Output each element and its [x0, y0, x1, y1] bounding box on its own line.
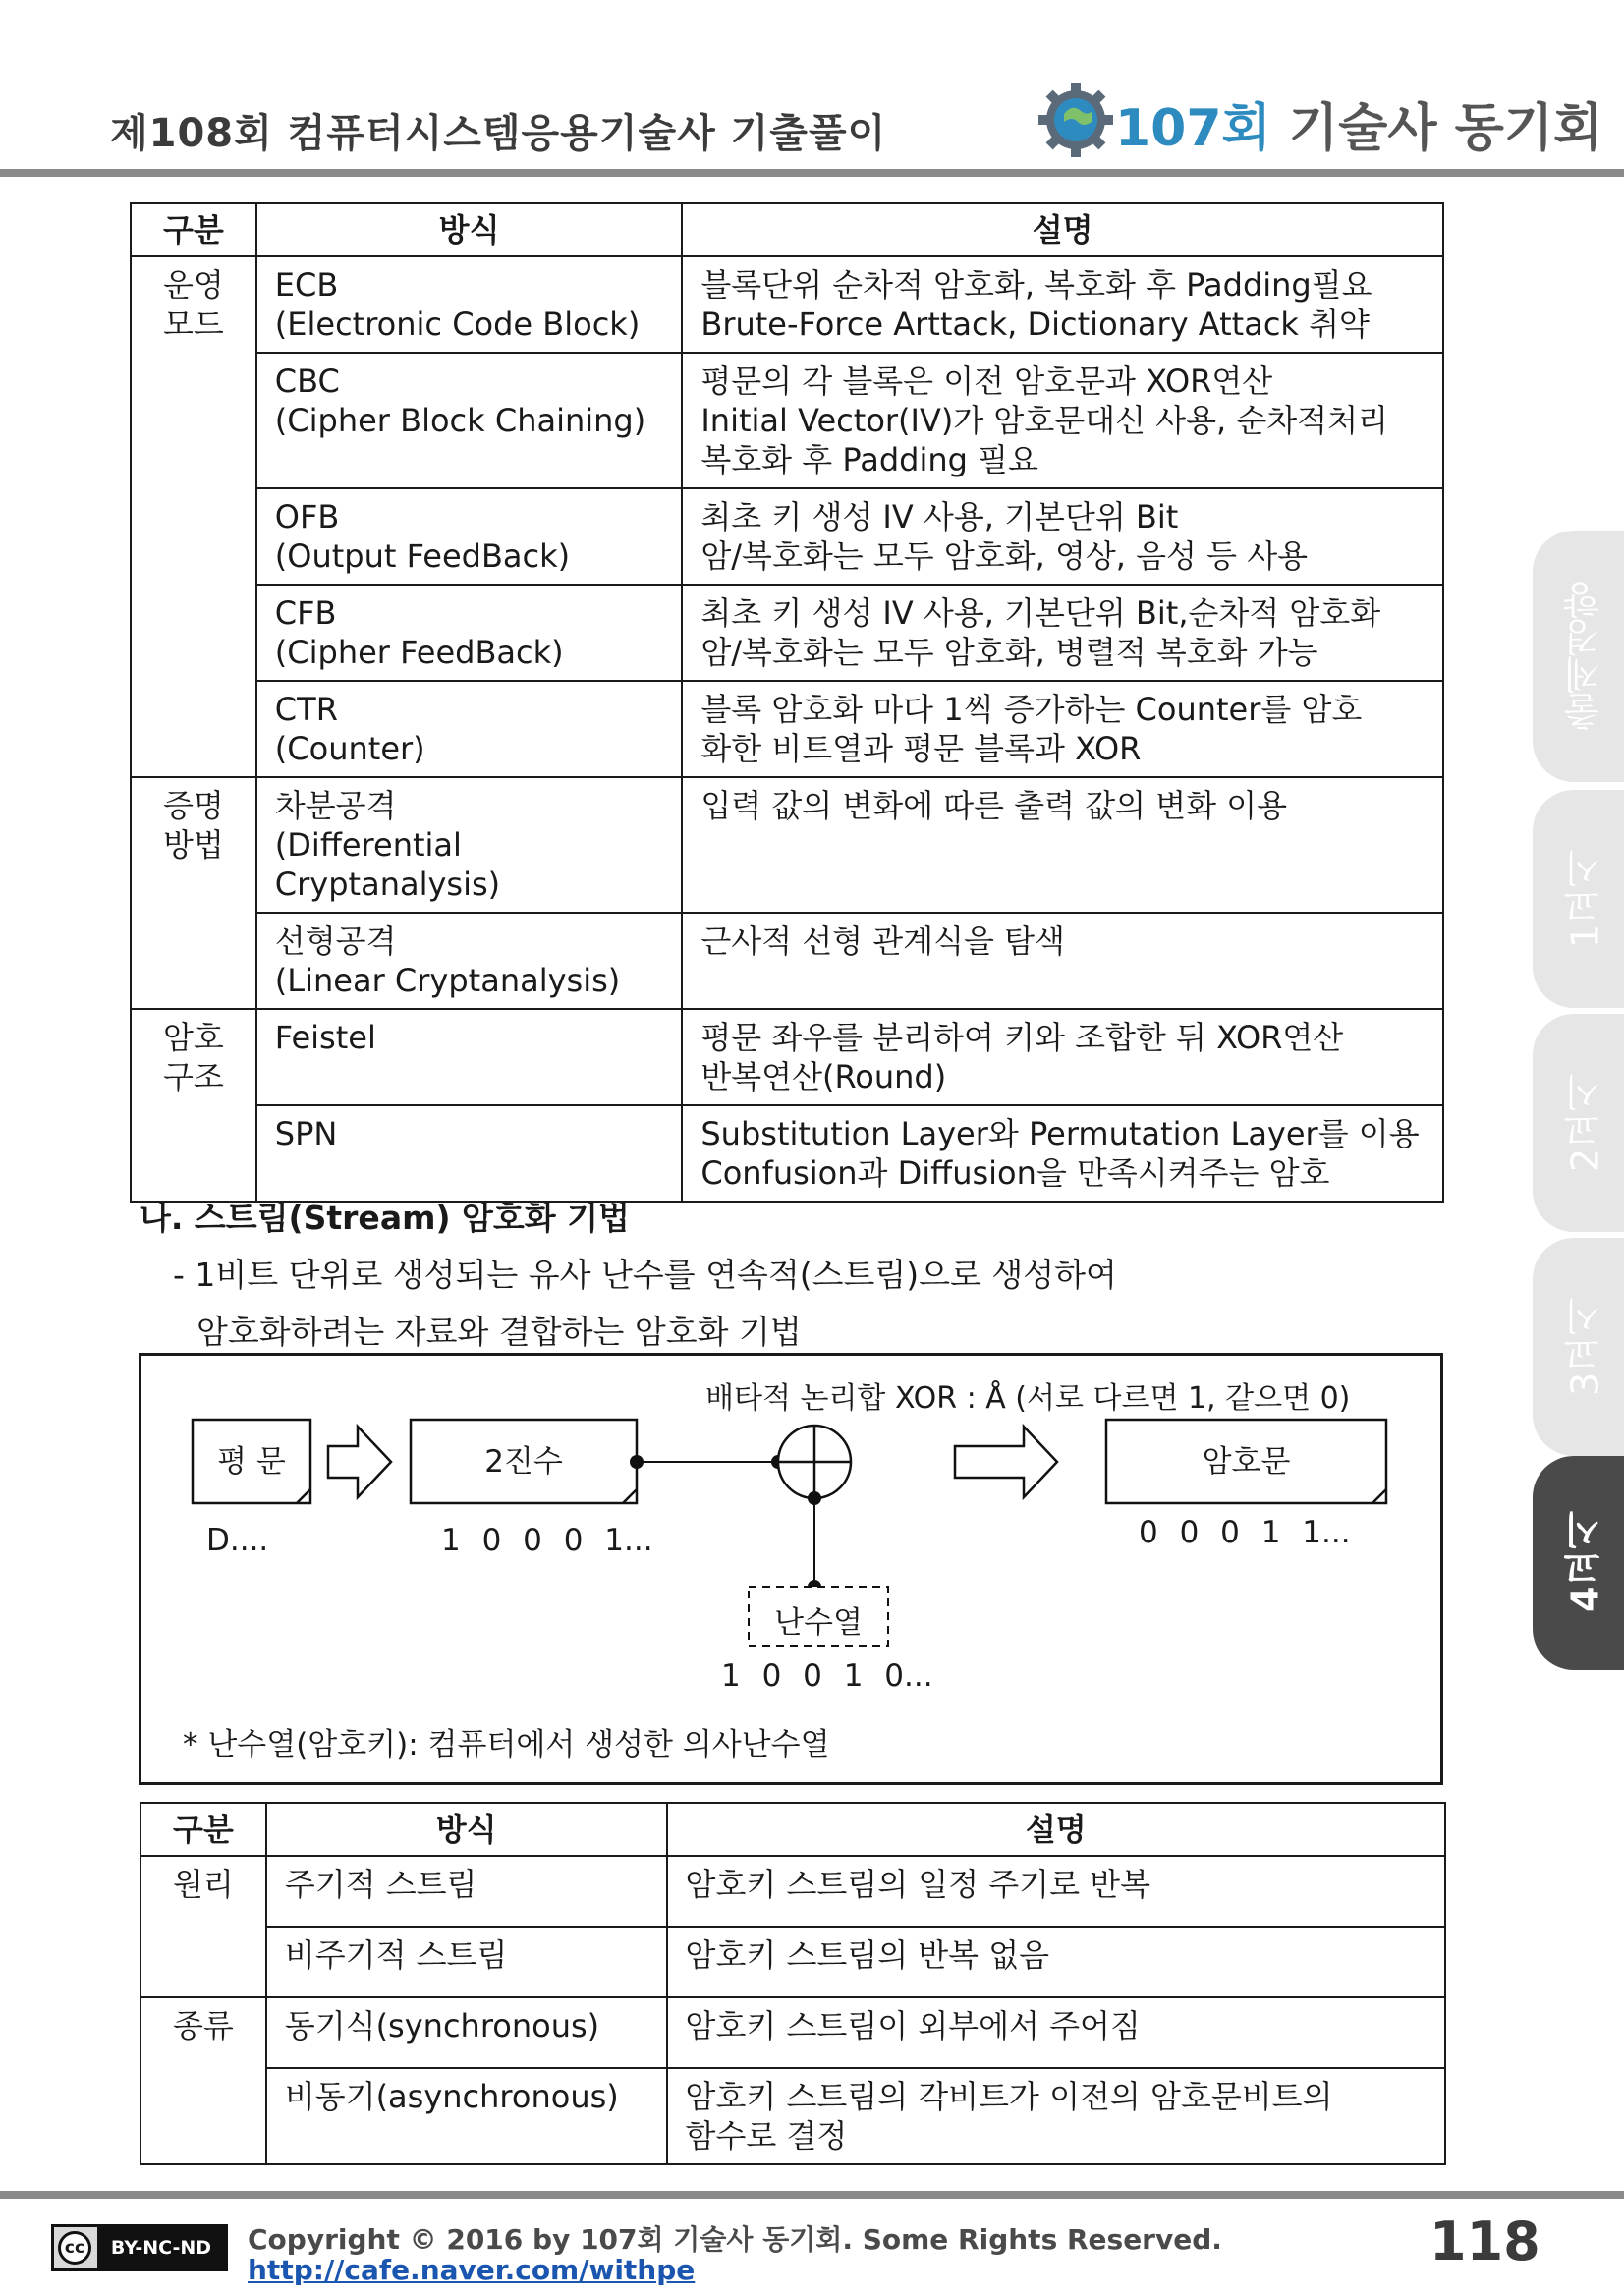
- method-cell: [256, 777, 683, 913]
- method-cell: [256, 488, 683, 585]
- table-row: [131, 1105, 1443, 1202]
- description-text: 암호키 스트림이 외부에서 주어짐: [685, 2007, 1141, 2044]
- page-number: 118: [1429, 2211, 1540, 2272]
- method-cell: [256, 353, 683, 488]
- plaintext-label: 평 문: [217, 1444, 286, 1480]
- method-text: OFB: [274, 498, 340, 535]
- description-text: 암/복호화는 모두 암호화, 영상, 음성 등 사용: [700, 537, 1309, 575]
- description-text: Confusion과 Diffusion을 만족시켜주는 암호: [700, 1154, 1330, 1192]
- method-cell: [256, 1105, 683, 1202]
- document-header-title: 제108회 컴퓨터시스템응용기술사 기출풀이: [110, 111, 887, 156]
- method-text: 비주기적 스트림: [284, 1936, 508, 1974]
- category-text: 방법: [162, 826, 224, 864]
- side-tab-period-3-label[interactable]: 3교시: [1563, 1297, 1607, 1397]
- category-text: 암호: [162, 1019, 224, 1056]
- method-text: CFB: [274, 594, 337, 632]
- method-text: 주기적 스트림: [284, 1866, 477, 1903]
- category-text: 구조: [162, 1058, 224, 1095]
- binary-label: 2진수: [484, 1444, 563, 1480]
- method-text: (Cipher Block Chaining): [274, 402, 646, 439]
- method-cell: [256, 585, 683, 681]
- method-text: (Linear Cryptanalysis): [274, 962, 621, 999]
- description-text: 블록 암호화 마다 1씩 증가하는 Counter를 암호: [700, 691, 1363, 728]
- side-tab-period-1-label[interactable]: 1교시: [1563, 849, 1607, 949]
- header-method: 방식: [266, 1803, 667, 1856]
- category-cell: [131, 1009, 256, 1202]
- ciphertext-value: 0 0 0 1 1...: [1139, 1515, 1351, 1550]
- section-description: 암호화하려는 자료와 결합하는 암호화 기법: [196, 1313, 802, 1351]
- header-description: 설명: [682, 203, 1443, 256]
- creative-commons-icon: cc: [58, 2231, 91, 2265]
- header-description: 설명: [667, 1803, 1445, 1856]
- description-text: 암호키 스트림의 일정 주기로 반복: [685, 1866, 1151, 1903]
- table-row: [131, 585, 1443, 681]
- diagram-graphics: [141, 1356, 1440, 1782]
- description-cell: [667, 1856, 1445, 1927]
- description-text: 최초 키 생성 IV 사용, 기본단위 Bit,순차적 암호화: [700, 594, 1381, 632]
- plaintext-value: D....: [206, 1523, 269, 1558]
- description-cell: [682, 913, 1443, 1009]
- description-cell: [682, 777, 1443, 913]
- logo-name: 기술사 동기회: [1270, 99, 1603, 158]
- description-text: 입력 값의 변화에 따른 출력 값의 변화 이용: [700, 787, 1288, 824]
- table-row: [140, 1927, 1445, 1997]
- description-text: 암호키 스트림의 각비트가 이전의 암호문비트의: [685, 2078, 1333, 2115]
- cafe-url-link[interactable]: http://cafe.naver.com/withpe: [248, 2254, 696, 2286]
- method-cell: [256, 1009, 683, 1105]
- category-cell: [140, 1997, 266, 2164]
- method-text: CBC: [274, 363, 340, 400]
- random-value: 1 0 0 1 0...: [721, 1658, 933, 1694]
- method-text: SPN: [274, 1115, 338, 1152]
- description-text: 화한 비트열과 평문 블록과 XOR: [700, 730, 1142, 767]
- table-header-row: [131, 203, 1443, 256]
- footer-divider: [0, 2191, 1624, 2199]
- method-text: 비동기(asynchronous): [284, 2078, 619, 2115]
- arrow-right-icon: [955, 1427, 1057, 1497]
- method-cell: [266, 2068, 667, 2164]
- category-cell: [131, 256, 256, 777]
- block-cipher-table: [130, 202, 1444, 1203]
- description-text: 평문 좌우를 분리하여 키와 조합한 뒤 XOR연산: [700, 1019, 1344, 1056]
- side-tab-period-4-label[interactable]: 4교시: [1563, 1511, 1607, 1613]
- method-cell: [266, 1997, 667, 2068]
- description-cell: [667, 1927, 1445, 1997]
- description-text: 최초 키 생성 IV 사용, 기본단위 Bit: [700, 498, 1179, 535]
- table-row: [140, 2068, 1445, 2164]
- description-text: Substitution Layer와 Permutation Layer를 이용: [700, 1115, 1420, 1152]
- table-row: [131, 777, 1443, 913]
- description-text: 암/복호화는 모두 암호화, 병렬적 복호화 가능: [700, 634, 1318, 671]
- description-cell: [667, 2068, 1445, 2164]
- method-text: Feistel: [274, 1019, 376, 1056]
- description-text: 근사적 선형 관계식을 탐색: [700, 923, 1065, 960]
- logo-number: 107회: [1115, 99, 1271, 158]
- description-text: 블록단위 순차적 암호화, 복호화 후 Padding필요: [700, 266, 1372, 304]
- description-text: Initial Vector(IV)가 암호문대신 사용, 순차적처리: [700, 402, 1388, 439]
- table-row: [131, 1009, 1443, 1105]
- method-text: CTR: [274, 691, 338, 728]
- category-text: 종류: [173, 2007, 234, 2044]
- side-tab-period-2-label[interactable]: 2교시: [1563, 1073, 1607, 1173]
- description-text: Brute-Force Arttack, Dictionary Attack 취약: [700, 306, 1370, 343]
- table-row: [131, 353, 1443, 488]
- method-text: (Counter): [274, 730, 425, 767]
- cc-license-badge: [51, 2224, 228, 2271]
- description-cell: [682, 256, 1443, 353]
- table-row: [140, 1997, 1445, 2068]
- method-cell: [266, 1856, 667, 1927]
- method-text: 선형공격: [274, 923, 397, 960]
- description-cell: [682, 585, 1443, 681]
- side-tab-trend-label[interactable]: 출제경향: [1563, 582, 1607, 731]
- description-text: 복호화 후 Padding 필요: [700, 441, 1038, 478]
- description-text: 암호키 스트림의 반복 없음: [685, 1936, 1050, 1974]
- header-category: 구분: [131, 203, 256, 256]
- category-text: 증명: [162, 787, 224, 824]
- description-text: 함수로 결정: [685, 2117, 848, 2155]
- table-row: [131, 681, 1443, 777]
- description-text: 반복연산(Round): [700, 1058, 947, 1095]
- description-cell: [682, 681, 1443, 777]
- description-cell: [682, 353, 1443, 488]
- table-row: [140, 1856, 1445, 1927]
- description-cell: [667, 1997, 1445, 2068]
- method-text: (Electronic Code Block): [274, 306, 641, 343]
- description-cell: [682, 1105, 1443, 1202]
- copyright-text: Copyright © 2016 by 107회 기술사 동기회. Some Rights Reserved.: [248, 2223, 1222, 2256]
- method-text: ECB: [274, 266, 339, 304]
- binary-value: 1 0 0 0 1...: [441, 1523, 653, 1558]
- license-label: BY-NC-ND: [97, 2227, 225, 2268]
- ciphertext-label: 암호문: [1202, 1444, 1291, 1480]
- method-cell: [256, 681, 683, 777]
- description-cell: [682, 488, 1443, 585]
- section-title: 나. 스트림(Stream) 암호화 기법: [140, 1199, 630, 1237]
- category-cell: [131, 777, 256, 1009]
- stream-cipher-diagram: [139, 1353, 1443, 1785]
- table-row: [131, 488, 1443, 585]
- section-description: - 1비트 단위로 생성되는 유사 난수를 연속적(스트림)으로 생성하여: [173, 1256, 1117, 1294]
- method-cell: [256, 913, 683, 1009]
- category-cell: [140, 1856, 266, 1997]
- gear-globe-logo-icon: [1036, 81, 1115, 159]
- random-label: 난수열: [774, 1605, 863, 1641]
- logo-text: [1115, 86, 1602, 160]
- table-row: [131, 913, 1443, 1009]
- stream-cipher-table: [140, 1802, 1446, 2165]
- table-row: [131, 256, 1443, 353]
- method-text: 동기식(synchronous): [284, 2007, 600, 2044]
- method-text: (Differential Cryptanalysis): [274, 826, 501, 903]
- category-text: 모드: [162, 306, 224, 343]
- method-cell: [256, 256, 683, 353]
- header-category: 구분: [140, 1803, 266, 1856]
- arrow-right-icon: [328, 1427, 391, 1497]
- method-text: 차분공격: [274, 787, 397, 824]
- description-text: 평문의 각 블록은 이전 암호문과 XOR연산: [700, 363, 1273, 400]
- header-divider: [0, 169, 1624, 177]
- description-cell: [682, 1009, 1443, 1105]
- method-text: (Cipher FeedBack): [274, 634, 564, 671]
- method-cell: [266, 1927, 667, 1997]
- method-text: (Output FeedBack): [274, 537, 571, 575]
- xor-label: 배타적 논리합 XOR : Å (서로 다르면 1, 같으면 0): [705, 1381, 1351, 1416]
- table-header-row: [140, 1803, 1445, 1856]
- header-method: 방식: [256, 203, 683, 256]
- category-text: 운영: [162, 266, 224, 304]
- diagram-note: * 난수열(암호키): 컴퓨터에서 생성한 의사난수열: [183, 1727, 830, 1763]
- category-text: 원리: [173, 1866, 234, 1903]
